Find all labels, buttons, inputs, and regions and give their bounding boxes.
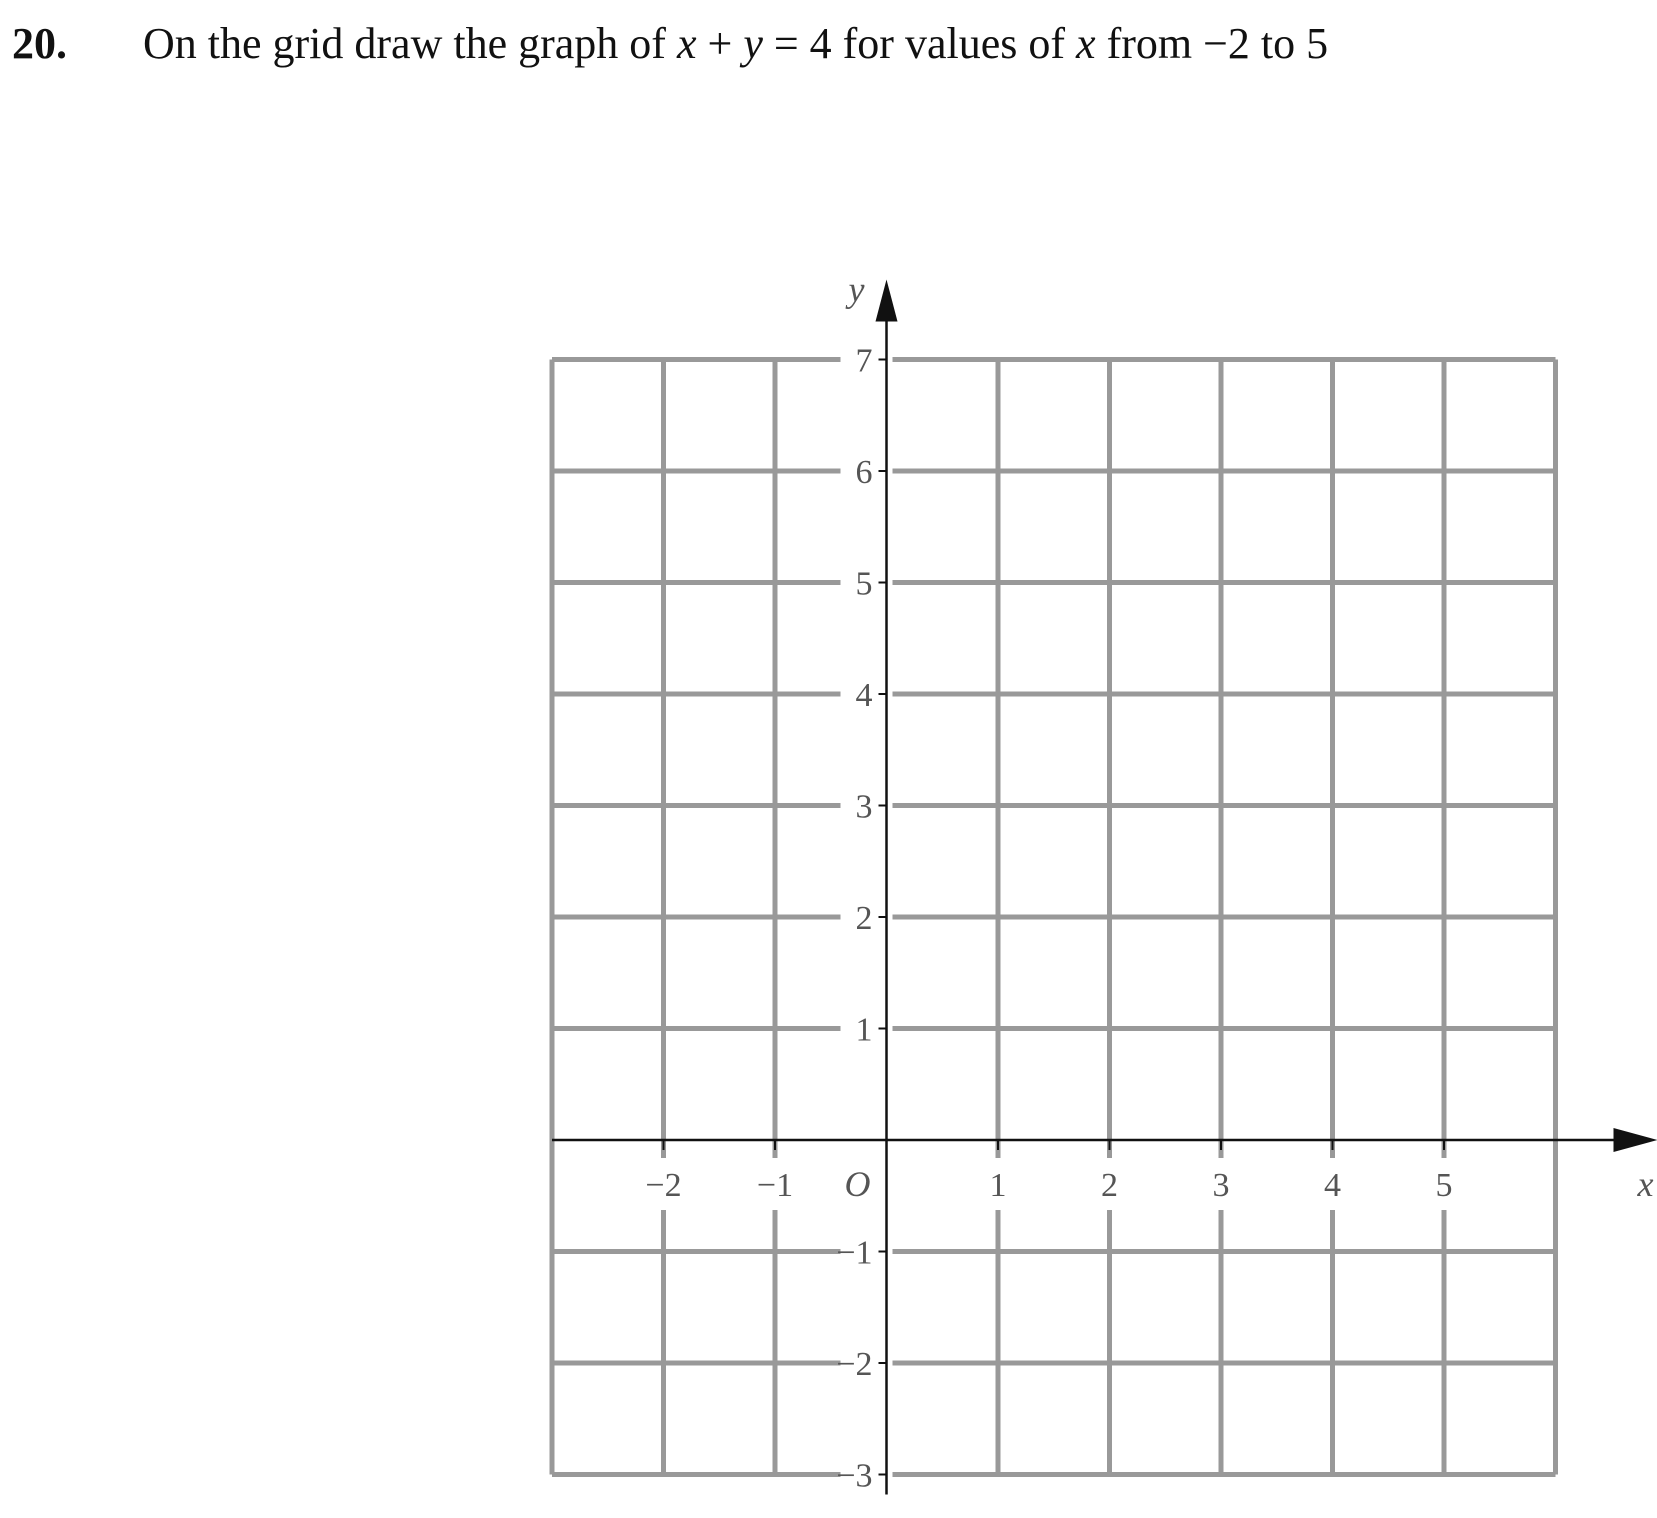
x-tick-label: 4 xyxy=(1324,1167,1341,1204)
x-tick-label: 3 xyxy=(1212,1167,1230,1204)
y-tick-label: −1 xyxy=(836,1234,873,1272)
y-tick-label: 3 xyxy=(855,788,873,826)
question-text-part: = 4 for values of xyxy=(762,19,1077,68)
origin-label: O xyxy=(844,1164,871,1204)
question-text-part: + xyxy=(696,19,744,68)
y-tick-label: −2 xyxy=(836,1346,873,1383)
axes xyxy=(552,280,1657,1495)
question-text-part: from −2 to 5 xyxy=(1095,19,1329,68)
x-tick-label: 1 xyxy=(989,1167,1007,1204)
y-tick-label: 2 xyxy=(855,900,873,937)
x-axis-label: x xyxy=(1637,1164,1654,1204)
y-tick-label: 1 xyxy=(855,1011,873,1049)
x-tick-label: −2 xyxy=(645,1167,682,1204)
question-text-part: On the grid draw the graph of xyxy=(143,19,677,68)
x-tick-label: −1 xyxy=(756,1167,794,1204)
question-number: 20. xyxy=(12,19,67,68)
y-tick-label: 5 xyxy=(855,565,873,603)
y-axis-arrow-icon xyxy=(876,280,898,322)
y-tick-label: 6 xyxy=(855,454,873,491)
y-tick-label: 7 xyxy=(855,342,873,380)
question-variable-x: x xyxy=(676,19,697,68)
question-variable-x: x xyxy=(1076,19,1096,68)
y-tick-label: −3 xyxy=(836,1457,873,1495)
x-tick-label: 5 xyxy=(1435,1167,1453,1204)
question-variable-y: y xyxy=(743,19,763,68)
y-axis-label: y xyxy=(848,269,865,310)
tick-labels xyxy=(645,270,1653,1495)
x-axis-arrow-icon xyxy=(1614,1128,1657,1152)
grid-lines xyxy=(552,360,1556,1475)
x-tick-label: 2 xyxy=(1101,1167,1118,1204)
y-tick-label: 4 xyxy=(855,677,873,714)
